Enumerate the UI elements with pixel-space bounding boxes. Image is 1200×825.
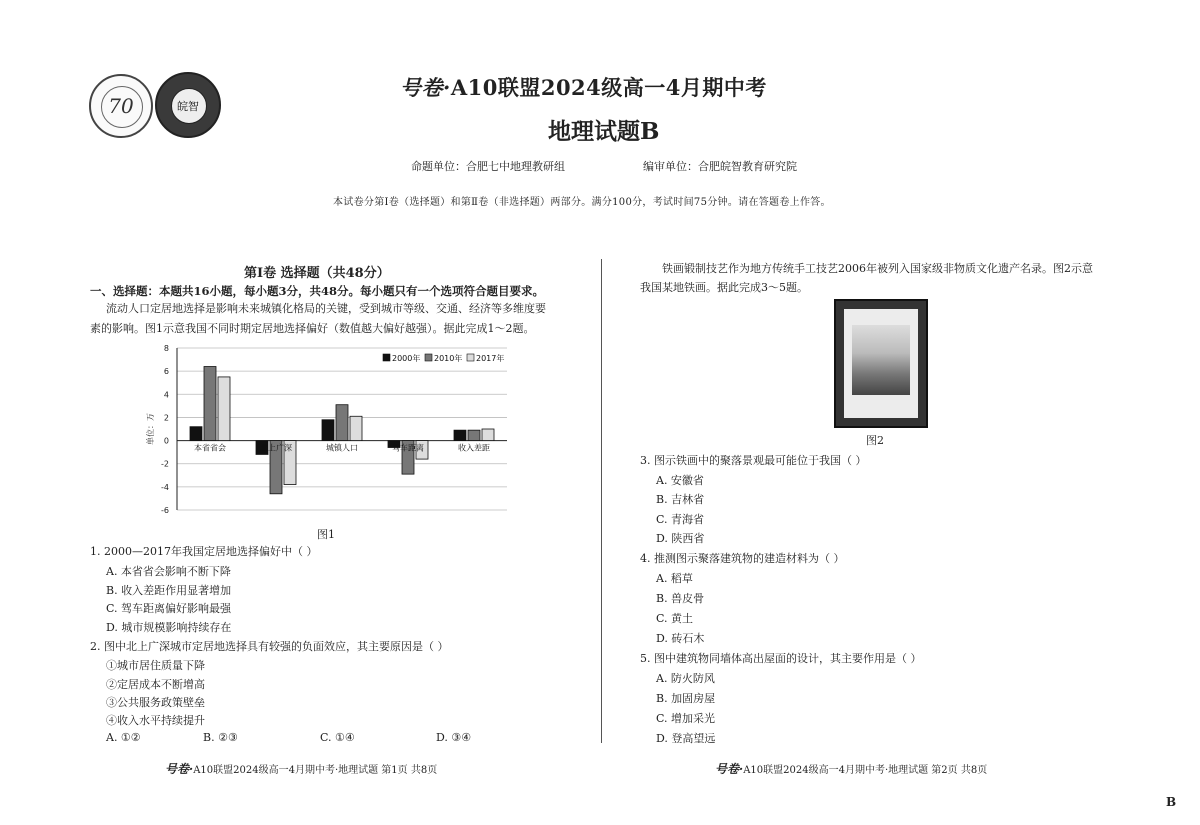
legend-swatch bbox=[467, 354, 474, 361]
category-label: 收入差距 bbox=[458, 443, 490, 453]
legend-swatch bbox=[425, 354, 432, 361]
bar-城镇人口-2017年 bbox=[350, 416, 362, 440]
question-3: 3. 图示铁画中的聚落景观最可能位于我国（ ） bbox=[640, 454, 867, 467]
legend-label: 2017年 bbox=[476, 354, 505, 363]
footer-right: 号卷·A10联盟2024级高一4月期中考·地理试题 第2页 共8页 bbox=[715, 762, 988, 776]
q2-option-c: C. ①④ bbox=[320, 731, 355, 744]
section-title: 第Ⅰ卷 选择题（共48分） bbox=[244, 266, 390, 281]
q3-option-d: D. 陕西省 bbox=[656, 532, 705, 545]
author-unit: 命题单位：合肥七中地理教研组 bbox=[411, 160, 565, 173]
q1-option-d: D. 城市规模影响持续存在 bbox=[106, 621, 232, 634]
y-tick-label: 8 bbox=[163, 344, 169, 353]
right-intro-line-1: 铁画锻制技艺作为地方传统手工技艺2006年被列入国家级非物质文化遗产名录。图2示意 bbox=[662, 262, 1093, 275]
q4-option-c: C. 黄土 bbox=[656, 612, 694, 625]
bar-本省省会-2010年 bbox=[204, 367, 216, 441]
y-tick-label: -6 bbox=[161, 506, 169, 515]
exam-note: 本试卷分第Ⅰ卷（选择题）和第Ⅱ卷（非选择题）两部分。满分100分，考试时间75分钟。请在答题卷上作答。 bbox=[333, 197, 831, 208]
y-tick-label: 2 bbox=[163, 413, 169, 423]
q2-item-2: ②定居成本不断增高 bbox=[106, 678, 205, 691]
category-label: 城镇人口 bbox=[326, 443, 358, 453]
bar-收入差距-2000年 bbox=[454, 430, 466, 440]
q2-item-1: ①城市居住质量下降 bbox=[106, 659, 205, 672]
question-5: 5. 图中建筑物同墙体高出屋面的设计，其主要作用是（ ） bbox=[640, 652, 922, 665]
q2-option-b: B. ②③ bbox=[203, 731, 238, 744]
question-2: 2. 图中北上广深城市定居地选择具有较强的负面效应，其主要原因是（ ） bbox=[90, 640, 449, 653]
q5-option-d: D. 登高望远 bbox=[656, 732, 716, 745]
legend-label: 2010年 bbox=[434, 354, 463, 363]
school-seal-icon: 70 bbox=[89, 74, 153, 138]
q1-option-c: C. 驾车距离偏好影响最强 bbox=[106, 602, 232, 615]
bar-城镇人口-2000年 bbox=[322, 420, 334, 441]
wanzhi-education-seal-icon: 皖智 bbox=[155, 72, 221, 138]
category-label: 驾车距离 bbox=[392, 443, 424, 453]
q3-option-b: B. 吉林省 bbox=[656, 493, 705, 506]
question-4: 4. 推测图示聚落建筑物的建造材料为（ ） bbox=[640, 552, 845, 565]
y-tick-label: -4 bbox=[161, 482, 169, 492]
version-mark: B bbox=[1166, 795, 1177, 809]
q3-option-a: A. 安徽省 bbox=[656, 474, 704, 487]
q2-item-4: ④收入水平持续提升 bbox=[106, 714, 205, 727]
review-unit: 编审单位：合肥皖智教育研究院 bbox=[643, 160, 797, 173]
bar-收入差距-2010年 bbox=[468, 430, 480, 440]
subject-title: 地理试题B bbox=[548, 118, 660, 145]
q2-option-d: D. ③④ bbox=[436, 731, 472, 744]
q2-option-a: A. ①② bbox=[106, 731, 141, 744]
q5-option-c: C. 增加采光 bbox=[656, 712, 716, 725]
bar-收入差距-2017年 bbox=[482, 429, 494, 441]
figure1-caption: 图1 bbox=[317, 528, 335, 541]
q4-option-a: A. 稻草 bbox=[656, 572, 693, 585]
q5-option-a: A. 防火防风 bbox=[656, 672, 715, 685]
y-tick-label: 6 bbox=[163, 367, 169, 377]
bar-本省省会-2017年 bbox=[218, 377, 230, 441]
q4-option-d: D. 砖石木 bbox=[656, 632, 705, 645]
bar-城镇人口-2010年 bbox=[336, 405, 348, 441]
q3-option-c: C. 青海省 bbox=[656, 513, 705, 526]
exam-title: 号卷·A10联盟2024级高一4月期中考 bbox=[400, 75, 767, 100]
bar-本省省会-2000年 bbox=[190, 427, 202, 441]
legend-label: 2000年 bbox=[392, 354, 421, 363]
iron-painting-image bbox=[834, 299, 928, 428]
section-instructions: 一、选择题：本题共16小题，每小题3分，共48分。每小题只有一个选项符合题目要求。 bbox=[90, 284, 545, 298]
column-divider bbox=[601, 259, 602, 743]
right-intro-line-2: 我国某地铁画。据此完成3～5题。 bbox=[640, 281, 808, 294]
intro-line-1: 流动人口定居地选择是影响未来城镇化格局的关键，受到城市等级、交通、经济等多维度要 bbox=[106, 302, 546, 315]
intro-line-2: 素的影响。图1示意我国不同时期定居地选择偏好（数值越大偏好越强）。据此完成1～2题。 bbox=[90, 322, 535, 335]
figure2-caption: 图2 bbox=[866, 434, 884, 447]
y-axis-label: 单位：万 bbox=[146, 413, 155, 445]
figure1-bar-chart bbox=[139, 342, 519, 520]
q1-option-b: B. 收入差距作用显著增加 bbox=[106, 584, 232, 597]
y-tick-label: -2 bbox=[161, 459, 169, 469]
legend-swatch bbox=[383, 354, 390, 361]
category-label: 北上广深 bbox=[260, 443, 292, 453]
footer-left: 号卷·A10联盟2024级高一4月期中考·地理试题 第1页 共8页 bbox=[165, 762, 438, 776]
q1-option-a: A. 本省省会影响不断下降 bbox=[106, 565, 231, 578]
question-1: 1. 2000—2017年我国定居地选择偏好中（ ） bbox=[90, 545, 318, 558]
y-tick-label: 4 bbox=[163, 390, 169, 400]
category-label: 本省省会 bbox=[194, 443, 226, 453]
y-tick-label: 0 bbox=[163, 436, 169, 446]
q5-option-b: B. 加固房屋 bbox=[656, 692, 716, 705]
q4-option-b: B. 兽皮骨 bbox=[656, 592, 705, 605]
q2-item-3: ③公共服务政策壁垒 bbox=[106, 696, 205, 709]
